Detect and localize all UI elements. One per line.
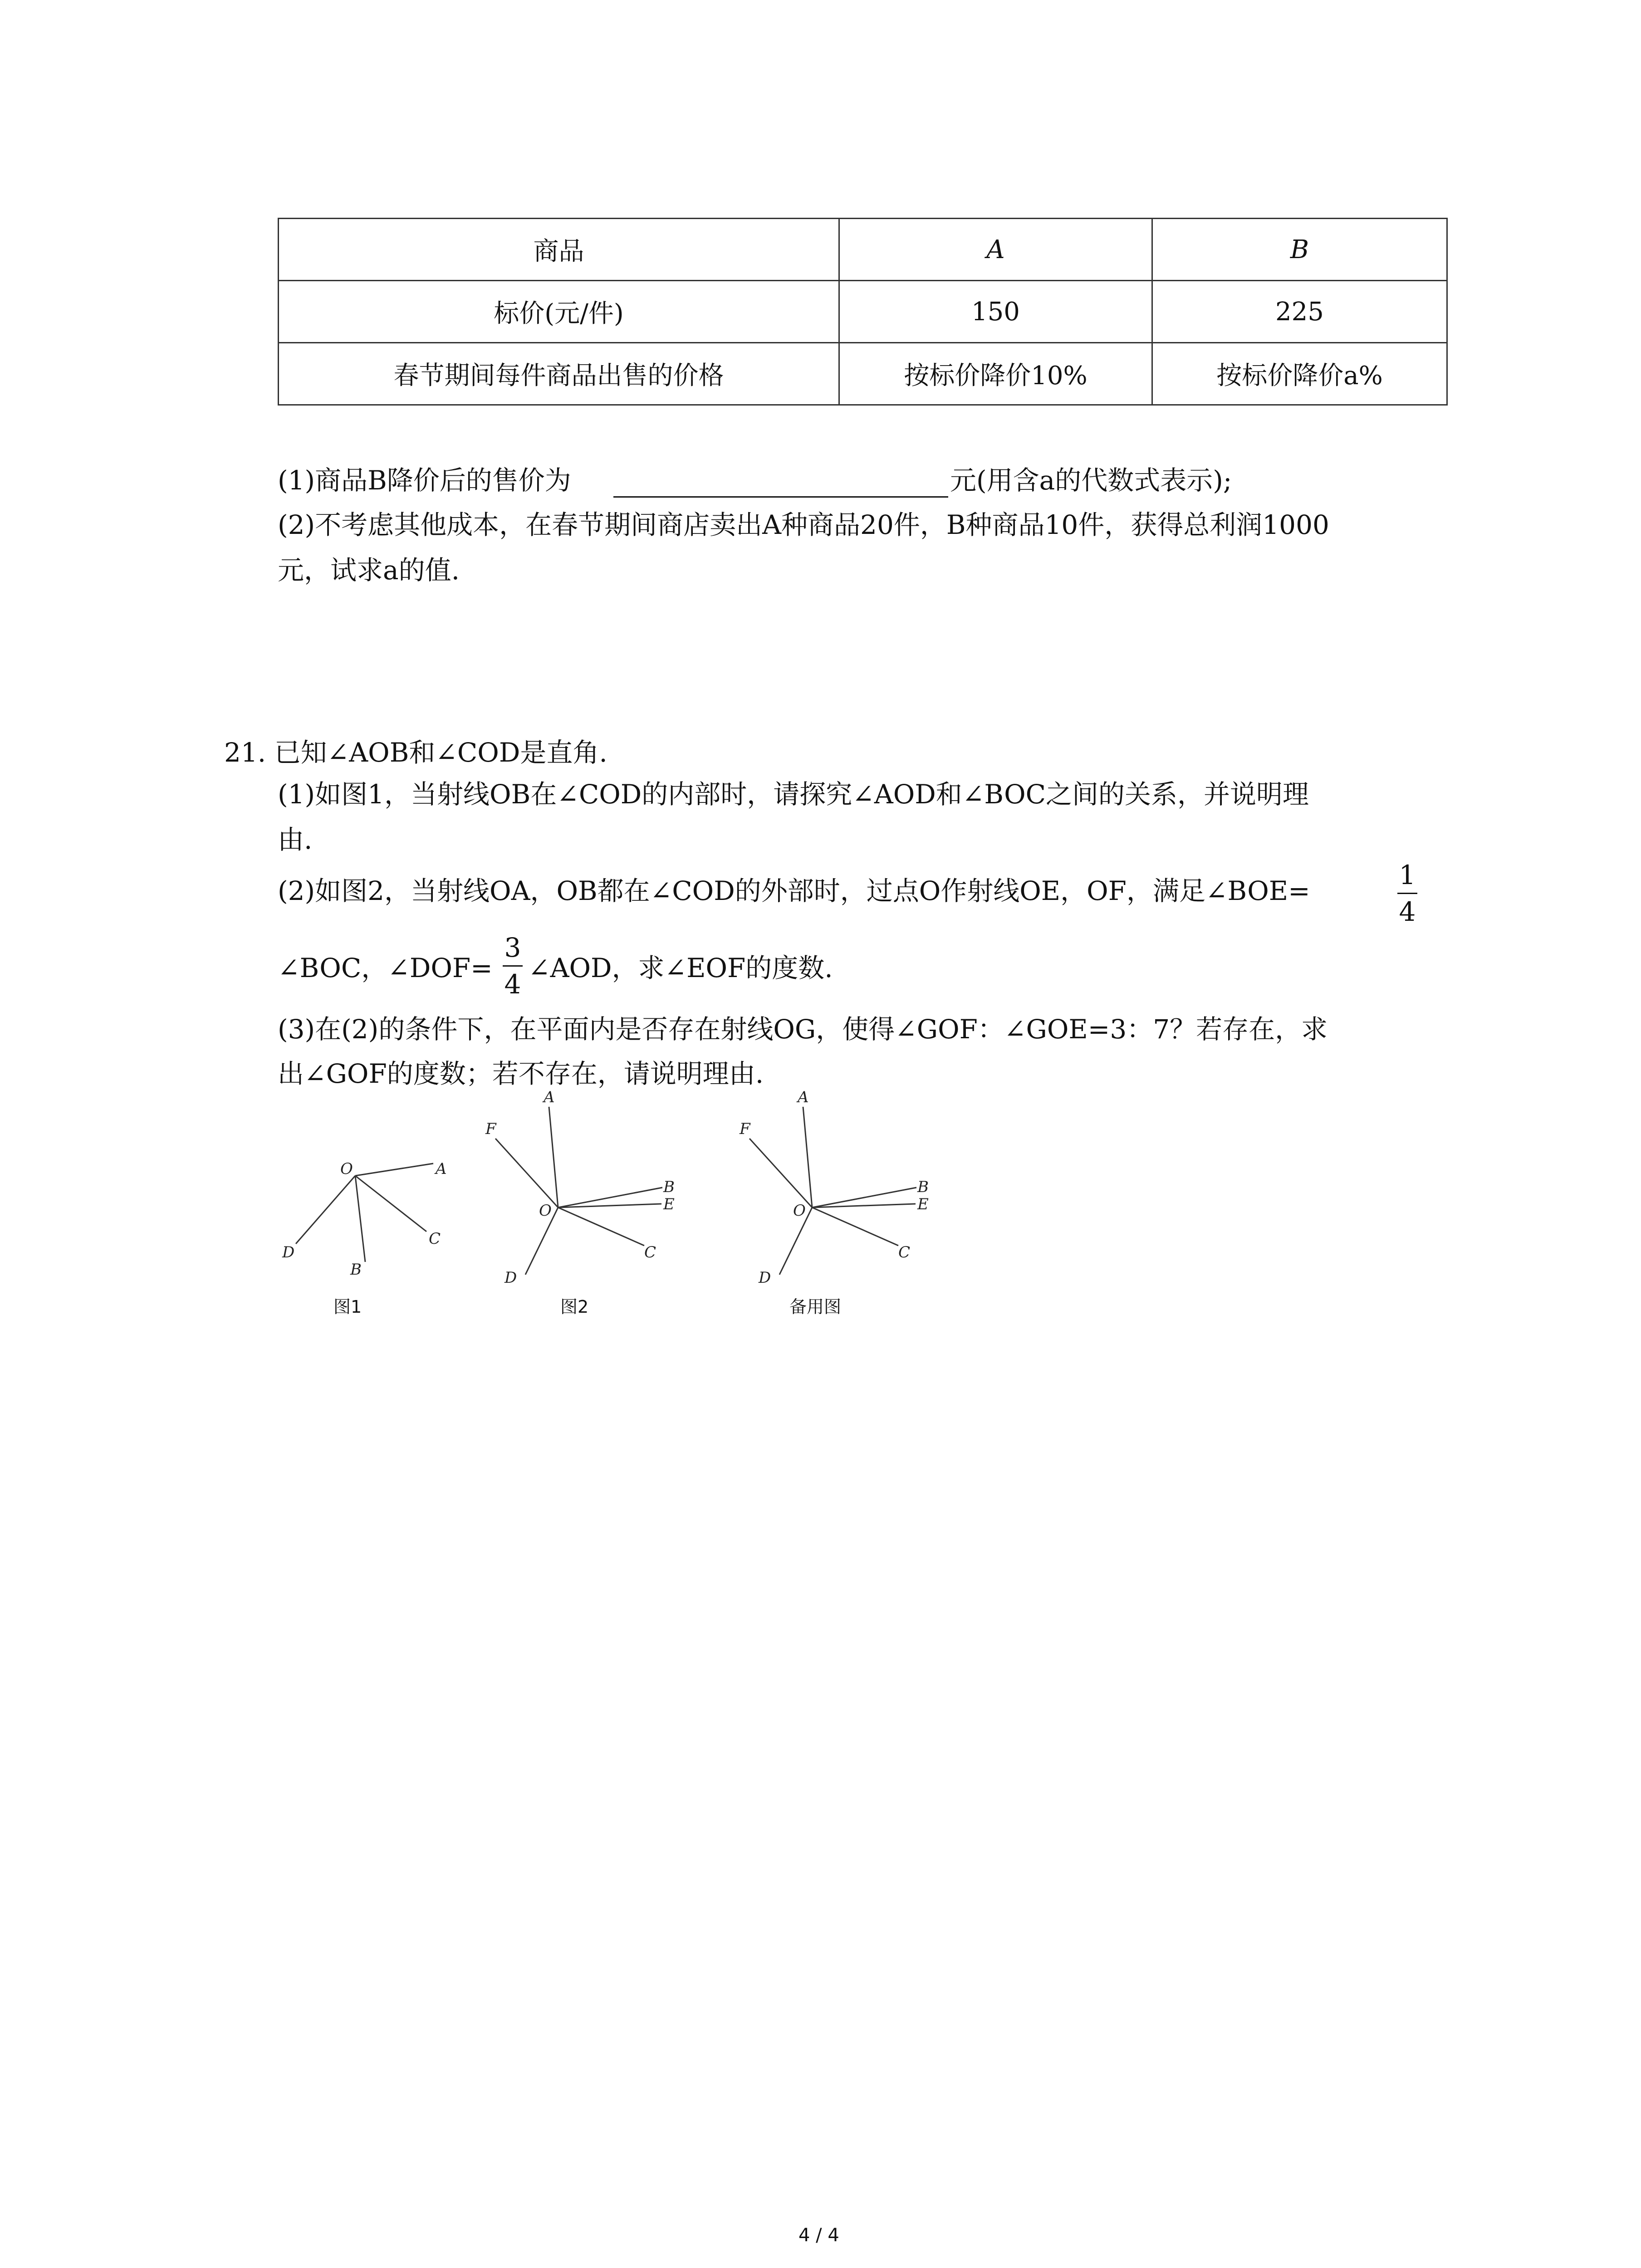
ray-oc <box>558 1207 644 1246</box>
label-b: B <box>917 1178 929 1196</box>
table-cell: 春节期间每件商品出售的价格 <box>279 343 839 405</box>
ray-od <box>296 1176 355 1244</box>
table-row <box>279 343 1447 405</box>
label-o: O <box>793 1202 806 1220</box>
fraction-three-quarters <box>503 932 523 1000</box>
figure-1-caption: 图1 <box>333 1297 362 1317</box>
table-cell: 商品 <box>279 219 839 281</box>
answer-blank[interactable] <box>613 496 948 498</box>
table-cell: 标价(元/件) <box>279 281 839 343</box>
ray-oa <box>355 1163 433 1176</box>
table-cell: A <box>839 219 1152 281</box>
fraction-bar <box>1397 893 1417 894</box>
q20-part1-suffix: 元(用含a的代数式表示); <box>950 465 1232 496</box>
table-cell: 按标价降价10% <box>839 343 1152 405</box>
ray-of <box>749 1139 812 1207</box>
label-a: A <box>798 1089 809 1106</box>
figure-spare-caption: 备用图 <box>789 1297 842 1317</box>
q21-part2-line1: (2)如图2，当射线OA，OB都在∠COD的外部时，过点O作射线OE，OF，满足∠BOE= <box>278 875 1310 906</box>
label-d: D <box>505 1269 517 1287</box>
ray-of <box>495 1139 558 1207</box>
table-row <box>279 219 1447 281</box>
label-e: E <box>663 1195 675 1213</box>
ray-ob <box>355 1176 365 1262</box>
ray-oc <box>355 1176 426 1232</box>
ray-oa <box>549 1107 558 1207</box>
q21-part3-line2: 出∠GOF的度数；若不存在，请说明理由. <box>278 1058 764 1089</box>
label-a: A <box>436 1160 447 1178</box>
fraction-one-quarter <box>1397 862 1417 925</box>
label-o: O <box>340 1160 353 1178</box>
q21-part3-line1: (3)在(2)的条件下，在平面内是否存在射线OG，使得∠GOF：∠GOE=3：7？若存在，求 <box>278 1014 1328 1045</box>
label-b: B <box>350 1261 362 1279</box>
label-c: C <box>429 1230 441 1248</box>
fraction-numerator: 1 <box>1399 860 1416 890</box>
q21-stem: 21. 已知∠AOB和∠COD是直角. <box>224 737 607 768</box>
label-d: D <box>282 1243 295 1261</box>
table-row <box>279 281 1447 343</box>
label-f: F <box>485 1120 496 1138</box>
fraction-numerator: 3 <box>504 932 521 963</box>
q21-part1-line1: (1)如图1，当射线OB在∠COD的内部时，请探究∠AOD和∠BOC之间的关系，并说明理 <box>278 779 1309 810</box>
q20-part1-text: (1)商品B降价后的售价为 <box>278 465 571 496</box>
q21-part2-line2b: ∠AOD，求∠EOF的度数. <box>528 953 833 983</box>
q20-part2-line1: (2)不考虑其他成本，在春节期间商店卖出A种商品20件，B种商品10件，获得总利润1000 <box>278 509 1329 540</box>
figure-2-caption: 图2 <box>560 1297 589 1317</box>
label-a: A <box>544 1089 555 1106</box>
table-cell: 225 <box>1152 281 1447 343</box>
label-f: F <box>740 1120 750 1138</box>
q20-part2-line2: 元，试求a的值. <box>278 555 460 586</box>
fraction-denominator: 4 <box>504 969 521 1000</box>
q21-part1-line2: 由. <box>278 824 313 855</box>
label-b: B <box>663 1178 675 1196</box>
page-number: 4 / 4 <box>798 2225 839 2246</box>
fraction-denominator: 4 <box>1399 896 1416 927</box>
table-cell: B <box>1152 219 1447 281</box>
figure-2-diagram <box>476 1089 703 1306</box>
ray-oa <box>803 1107 812 1207</box>
label-o: O <box>539 1202 552 1220</box>
fraction-bar <box>503 965 523 967</box>
table-cell: 150 <box>839 281 1152 343</box>
figure-spare-diagram <box>730 1089 957 1306</box>
table-cell: 按标价降价a% <box>1152 343 1447 405</box>
label-c: C <box>644 1243 656 1261</box>
figure-1-diagram <box>272 1143 472 1334</box>
label-c: C <box>898 1243 911 1261</box>
label-e: E <box>917 1195 929 1213</box>
q21-part2-line2a: ∠BOC，∠DOF= <box>278 953 493 983</box>
label-d: D <box>759 1269 771 1287</box>
ray-oc <box>812 1207 898 1246</box>
price-table <box>278 218 1448 406</box>
